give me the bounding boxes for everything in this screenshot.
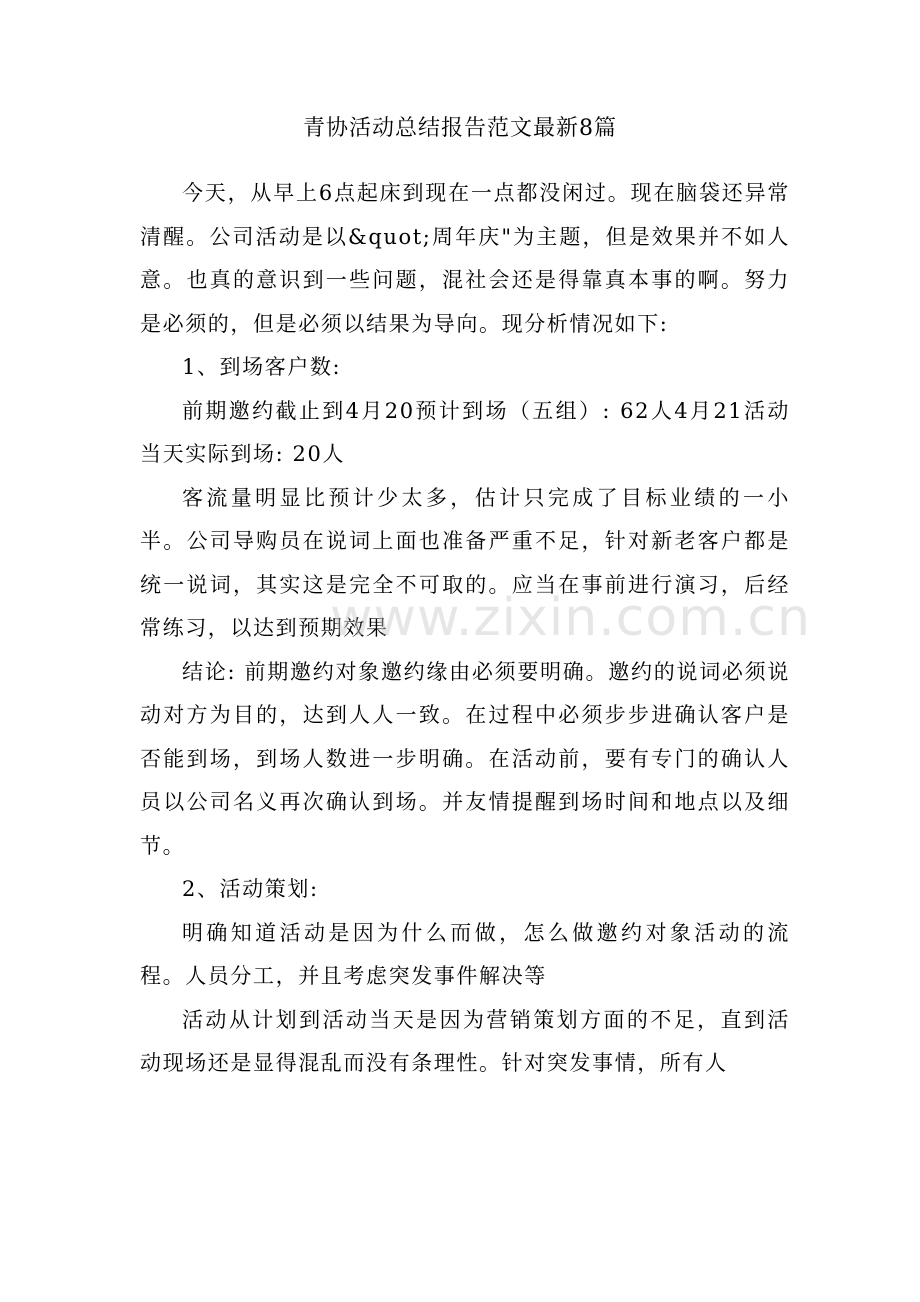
paragraph-conclusion: 结论: 前期邀约对象邀约缘由必须要明确。邀约的说词必须说动对方为目的，达到人人一致。在过程中必须步步进确认客户是否能到场，到场人数进一步明确。在活动前，要有专门的确认人员以公司名义再次确认到场。并友情提醒到场时间和地点以及细节。 — [140, 659, 790, 858]
paragraph-attendance: 前期邀约截止到4月20预计到场（五组）: 62人4月21活动当天实际到场: 20人 — [140, 398, 790, 466]
paragraph-planning-issues: 活动从计划到活动当天是因为营销策划方面的不足，直到活动现场还是显得混乱而没有条理性。针对突发事情，所有人 — [140, 1007, 790, 1075]
paragraph-traffic-analysis: 客流量明显比预计少太多，估计只完成了目标业绩的一小半。公司导购员在说词上面也准备严重不足，针对新老客户都是统一说词，其实这是完全不可取的。应当在事前进行演习，后经常练习，以达到预期效果 — [140, 485, 790, 640]
document-title: 青协活动总结报告范文最新8篇 — [303, 116, 617, 141]
paragraph-heading-2: 2、活动策划: — [182, 877, 319, 901]
paragraph-intro: 今天，从早上6点起床到现在一点都没闲过。现在脑袋还异常清醒。公司活动是以&quot;周年庆"为主题，但是效果并不如人意。也真的意识到一些问题，混社会还是得靠真本事的啊。努力是必须的，但是必须以结果为导向。现分析情况如下: — [140, 181, 790, 336]
paragraph-planning: 明确知道活动是因为什么而做，怎么做邀约对象活动的流程。人员分工，并且考虑突发事件解决等 — [140, 920, 790, 988]
document-body — [140, 172, 790, 1086]
watermark: www.zixin.com.cn — [330, 588, 811, 648]
paragraph-heading-1: 1、到场客户数: — [182, 355, 342, 379]
